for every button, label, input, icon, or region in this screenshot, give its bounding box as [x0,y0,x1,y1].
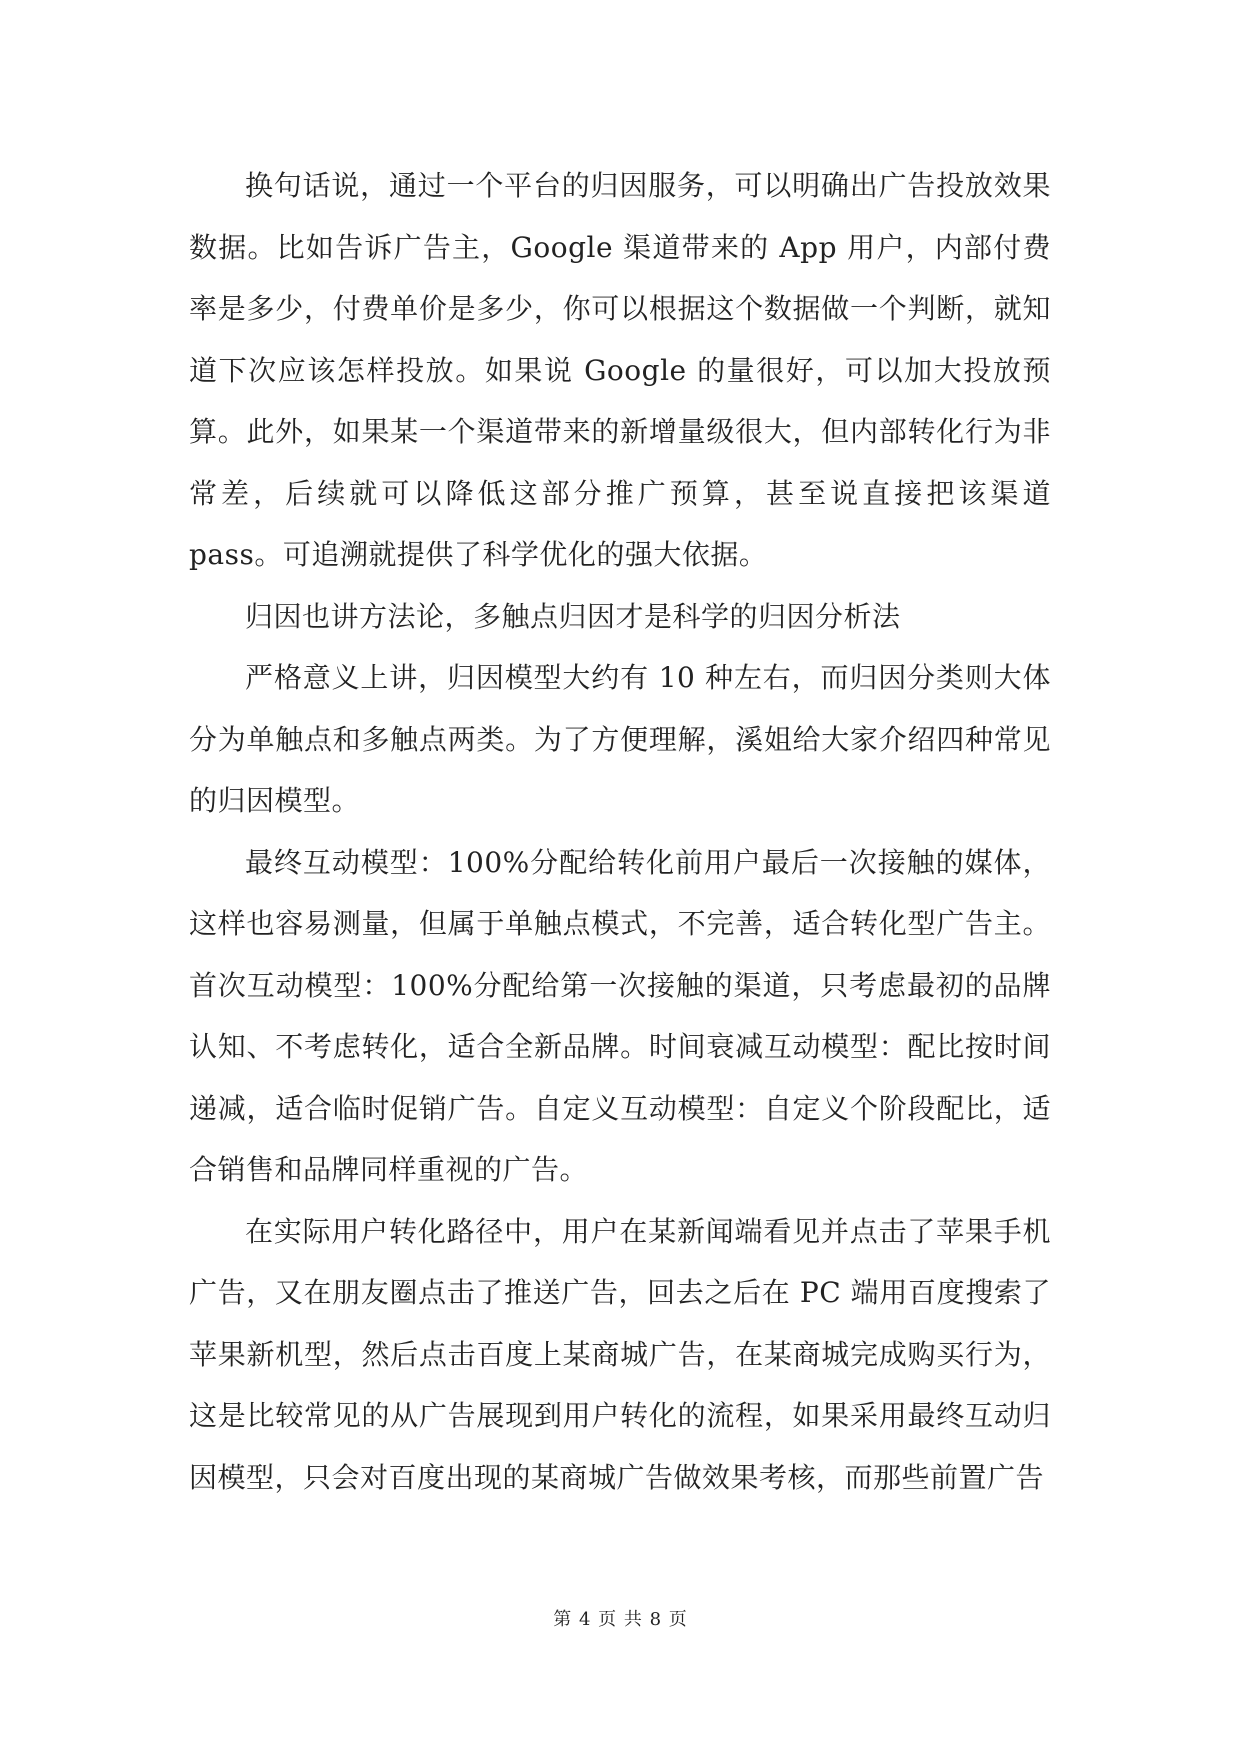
paragraph-attribution-models-intro: 严格意义上讲，归因模型大约有 10 种左右，而归因分类则大体分为单触点和多触点两类。为了方便理解，溪姐给大家介绍四种常见的归因模型。 [189,661,1051,817]
paragraph-four-models: 最终互动模型：100%分配给转化前用户最后一次接触的媒体，这样也容易测量，但属于单触点模式，不完善，适合转化型广告主。首次互动模型：100%分配给第一次接触的渠道，只考虑最初的品牌认知、不考虑转化，适合全新品牌。时间衰减互动模型：配比按时间递减，适合临时促销广告。自定义互动模型：自定义个阶段配比，适合销售和品牌同样重视的广告。 [189,845,1051,1186]
paragraph-user-conversion-path: 在实际用户转化路径中，用户在某新闻端看见并点击了苹果手机广告，又在朋友圈点击了推送广告，回去之后在 PC 端用百度搜索了苹果新机型，然后点击百度上某商城广告，在某商城完成购买行为，这是比较常见的从广告展现到用户转化的流程，如果采用最终互动归因模型，只会对百度出现的某商城广告做效果考核，而那些前置广告 [189,1214,1051,1494]
paragraph-attribution-service: 换句话说，通过一个平台的归因服务，可以明确出广告投放效果数据。比如告诉广告主，Google 渠道带来的 App 用户，内部付费率是多少，付费单价是多少，你可以根据这个数据做一个判断，就知道下次应该怎样投放。如果说 Google 的量很好，可以加大投放预算。此外，如果某一个渠道带来的新增量级很大，但内部转化行为非常差，后续就可以降低这部分推广预算，甚至说直接把该渠道 pass。可追溯就提供了科学优化的强大依据。 [189,169,1051,571]
document-body [189,155,1051,1508]
page-number-footer: 第 4 页 共 8 页 [553,1609,688,1630]
section-heading-multi-touch: 归因也讲方法论，多触点归因才是科学的归因分析法 [245,599,901,633]
